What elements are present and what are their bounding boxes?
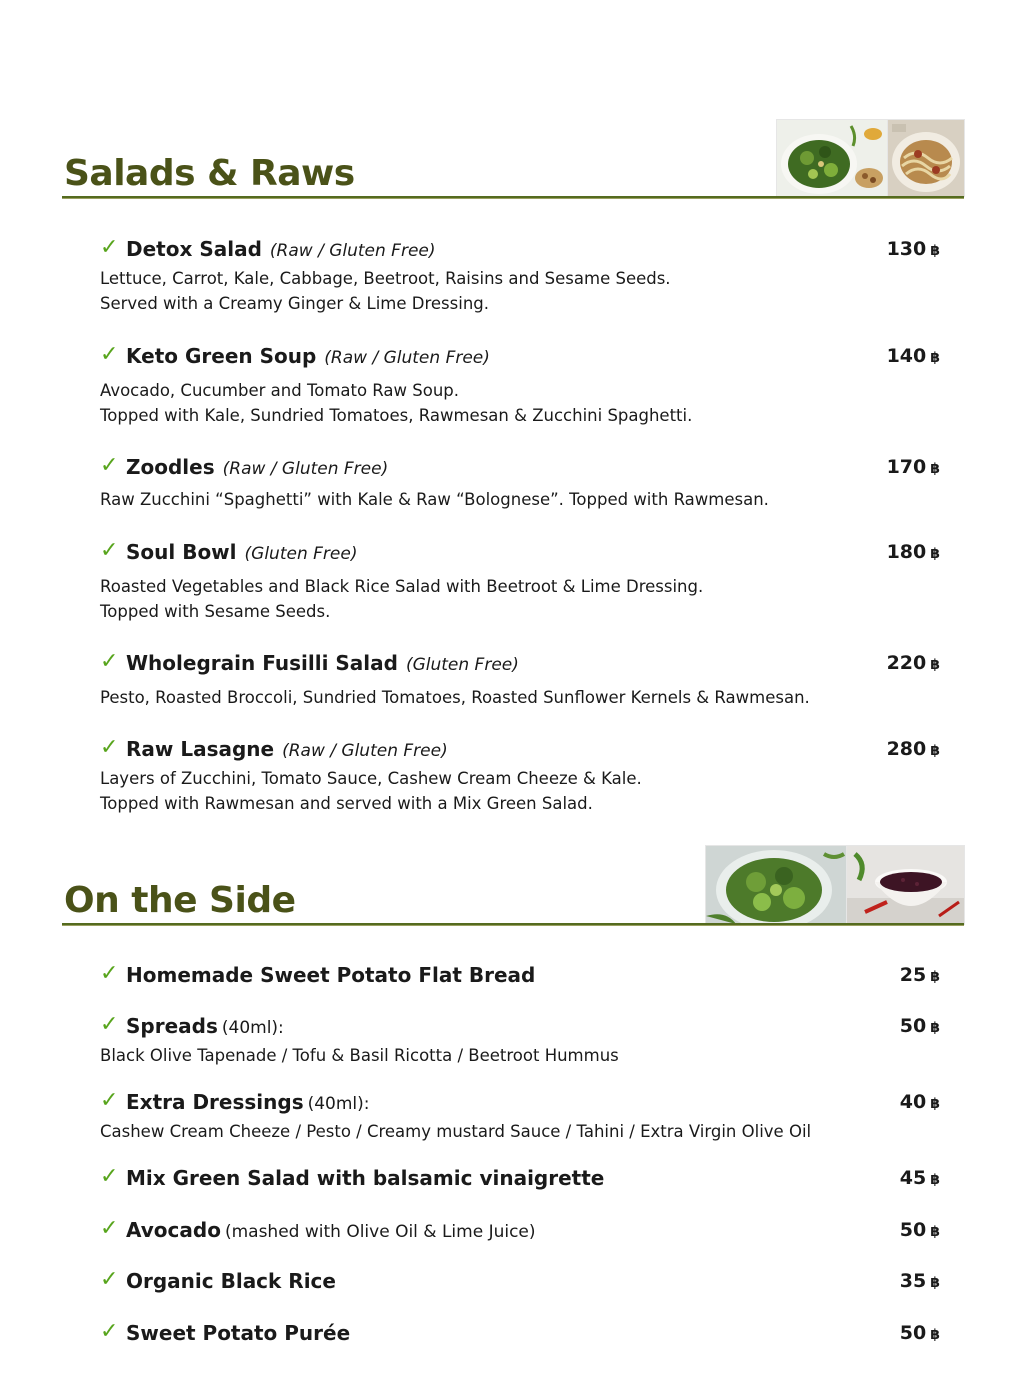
menu-item-zoodles	[100, 454, 940, 512]
check-mark-icon: ✓	[100, 1164, 119, 1189]
check-mark-icon: ✓	[100, 961, 119, 986]
item-description-line: Topped with Rawmesan and served with a Mix Green Salad.	[100, 794, 593, 813]
menu-item-organic-black-rice	[100, 1268, 940, 1296]
zoodles-photo	[887, 119, 965, 197]
item-name: Keto Green Soup	[126, 344, 317, 368]
item-tag: (Gluten Free)	[244, 544, 358, 564]
baht-symbol: ฿	[930, 1275, 940, 1291]
item-description-line: Cashew Cream Cheeze / Pesto / Creamy mustard Sauce / Tahini / Extra Virgin Olive Oil	[100, 1122, 812, 1141]
baht-symbol: ฿	[930, 1172, 940, 1188]
sides-section-title: On the Side	[64, 880, 296, 921]
item-description-line: Pesto, Roasted Broccoli, Sundried Tomatoes, Roasted Sunflower Kernels & Rawmesan.	[100, 688, 810, 707]
check-mark-icon: ✓	[100, 649, 119, 674]
item-name: Wholegrain Fusilli Salad	[126, 651, 398, 675]
item-price: 45 ฿	[899, 1167, 940, 1189]
item-price: 50 ฿	[899, 1322, 940, 1344]
check-mark-icon: ✓	[100, 342, 119, 367]
item-price: 50 ฿	[899, 1219, 940, 1241]
baht-symbol: ฿	[930, 350, 940, 366]
item-name: Mix Green Salad with balsamic vinaigrette	[126, 1166, 605, 1190]
item-price: 280 ฿	[886, 738, 940, 760]
item-price: 40 ฿	[899, 1091, 940, 1113]
item-description-line: Roasted Vegetables and Black Rice Salad with Beetroot & Lime Dressing.	[100, 577, 704, 596]
baht-symbol: ฿	[930, 743, 940, 759]
salads-divider	[62, 196, 964, 199]
item-name: Spreads	[126, 1014, 218, 1038]
menu-item-detox-salad	[100, 236, 940, 316]
check-mark-icon: ✓	[100, 1012, 119, 1037]
item-description-line: Raw Zucchini “Spaghetti” with Kale & Raw “Bolognese”. Topped with Rawmesan.	[100, 490, 769, 509]
baht-symbol: ฿	[930, 1096, 940, 1112]
check-mark-icon: ✓	[100, 1088, 119, 1113]
item-name: Avocado	[126, 1218, 221, 1242]
item-tag: (Raw / Gluten Free)	[282, 741, 448, 761]
menu-item-keto-green-soup	[100, 343, 940, 428]
item-description-line: Layers of Zucchini, Tomato Sauce, Cashew Cream Cheeze & Kale.	[100, 769, 642, 788]
menu-item-mix-green-salad	[100, 1165, 940, 1193]
item-tag: (Raw / Gluten Free)	[222, 459, 389, 479]
item-description-line: Lettuce, Carrot, Kale, Cabbage, Beetroot, Raisins and Sesame Seeds.	[100, 269, 671, 288]
check-mark-icon: ✓	[100, 1267, 119, 1292]
menu-item-wholegrain-fusilli-salad	[100, 650, 940, 710]
sides-divider	[62, 923, 964, 926]
item-price: 35 ฿	[899, 1270, 940, 1292]
item-description-line: Topped with Sesame Seeds.	[100, 602, 331, 621]
check-mark-icon: ✓	[100, 453, 119, 478]
menu-item-spreads	[100, 1013, 940, 1068]
baht-symbol: ฿	[930, 1224, 940, 1240]
item-note: (40ml):	[221, 1018, 284, 1038]
item-description-line: Black Olive Tapenade / Tofu & Basil Ricotta / Beetroot Hummus	[100, 1046, 619, 1065]
item-price: 25 ฿	[899, 964, 940, 986]
menu-item-soul-bowl	[100, 539, 940, 624]
baht-symbol: ฿	[930, 969, 940, 985]
item-name: Extra Dressings	[126, 1090, 304, 1114]
item-price: 220 ฿	[886, 652, 940, 674]
menu-item-avocado	[100, 1217, 940, 1245]
item-tag: (Raw / Gluten Free)	[324, 348, 490, 368]
baht-symbol: ฿	[930, 546, 940, 562]
menu-item-sweet-potato-flat-bread	[100, 962, 940, 990]
item-price: 170 ฿	[886, 456, 940, 478]
baht-symbol: ฿	[930, 1020, 940, 1036]
item-name: Zoodles	[126, 455, 215, 479]
item-tag: (Raw / Gluten Free)	[269, 241, 436, 261]
item-description-line: Topped with Kale, Sundried Tomatoes, Rawmesan & Zucchini Spaghetti.	[100, 406, 693, 425]
item-name: Organic Black Rice	[126, 1269, 336, 1293]
item-name: Homemade Sweet Potato Flat Bread	[126, 963, 536, 987]
item-name: Sweet Potato Purée	[126, 1321, 351, 1345]
item-description-line: Served with a Creamy Ginger & Lime Dressing.	[100, 294, 490, 313]
baht-symbol: ฿	[930, 657, 940, 673]
item-note: (mashed with Olive Oil & Lime Juice)	[224, 1222, 536, 1242]
baht-symbol: ฿	[930, 243, 940, 259]
black-rice-photo	[846, 845, 965, 925]
item-price: 50 ฿	[899, 1015, 940, 1037]
item-price: 180 ฿	[886, 541, 940, 563]
item-price: 140 ฿	[886, 345, 940, 367]
item-note: (40ml):	[307, 1094, 370, 1114]
menu-item-raw-lasagne	[100, 736, 940, 816]
item-name: Soul Bowl	[126, 540, 237, 564]
check-mark-icon: ✓	[100, 1216, 119, 1241]
mixed-greens-photo	[705, 845, 847, 925]
item-name: Raw Lasagne	[126, 737, 275, 761]
check-mark-icon: ✓	[100, 735, 119, 760]
item-description-line: Avocado, Cucumber and Tomato Raw Soup.	[100, 381, 460, 400]
item-price: 130 ฿	[886, 238, 940, 260]
menu-item-sweet-potato-puree	[100, 1320, 940, 1348]
item-tag: (Gluten Free)	[405, 655, 519, 675]
check-mark-icon: ✓	[100, 1319, 119, 1344]
check-mark-icon: ✓	[100, 538, 119, 563]
baht-symbol: ฿	[930, 1327, 940, 1343]
item-name: Detox Salad	[126, 237, 262, 261]
baht-symbol: ฿	[930, 461, 940, 477]
check-mark-icon: ✓	[100, 235, 119, 260]
menu-item-extra-dressings	[100, 1089, 940, 1144]
salads-section-title: Salads & Raws	[64, 153, 355, 194]
salad-bowl-photo	[776, 119, 888, 197]
